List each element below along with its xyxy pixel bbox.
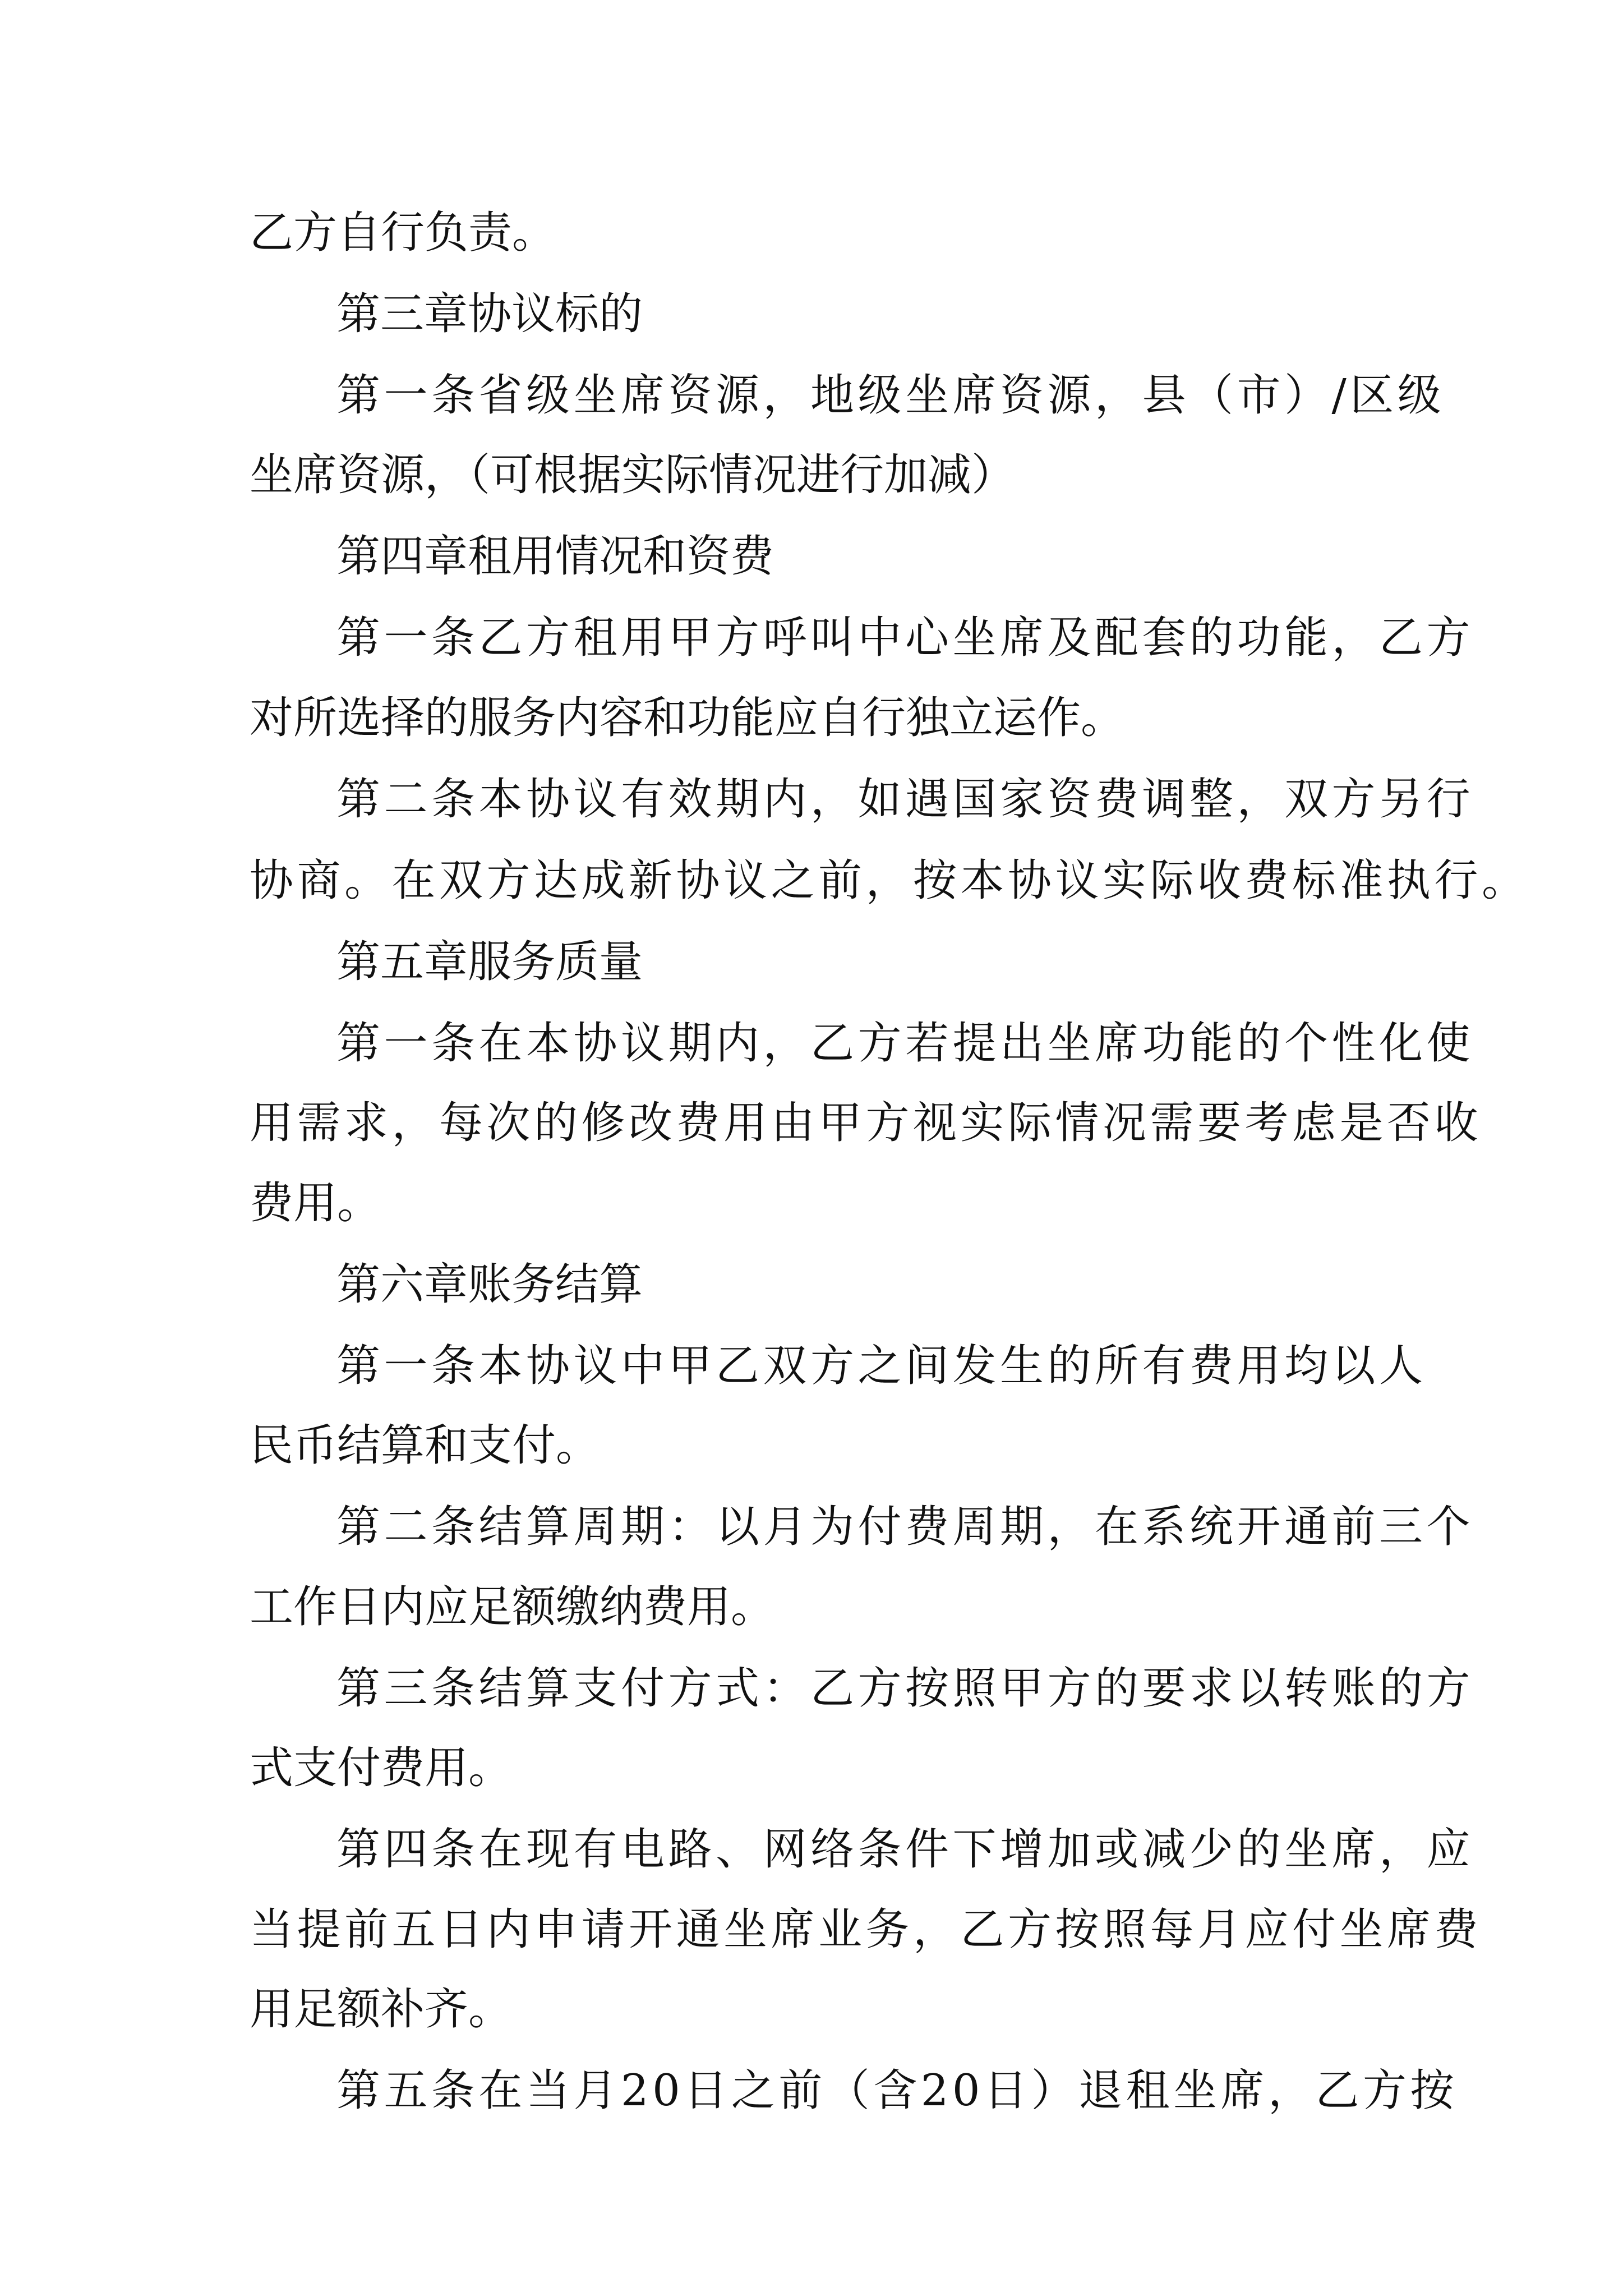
chapter-heading: 第五章服务质量 [336,937,643,987]
text-line: 式支付费用。 [250,1743,513,1793]
chapter-heading: 第四章租用情况和资费 [336,531,774,582]
text-line: 第一条在本协议期内，乙方若提出坐席功能的个性化使 [336,1018,1474,1069]
text-line: 费用。 [250,1178,381,1228]
text-line: 用足额补齐。 [250,1984,513,2035]
text-line: 工作日内应足额缴纳费用。 [250,1582,775,1632]
text-line: 协商。在双方达成新协议之前，按本协议实际收费标准执行。 [250,855,1529,906]
text-line: 坐席资源，（可根据实际情况进行加减） [250,450,1016,500]
text-line: 第三条结算支付方式：乙方按照甲方的要求以转账的方 [336,1663,1474,1714]
text-line: 第二条结算周期：以月为付费周期，在系统开通前三个 [336,1502,1474,1552]
text-line: 用需求，每次的修改费用由甲方视实际情况需要考虑是否收 [250,1098,1482,1148]
text-line: 民币结算和支付。 [250,1420,600,1471]
text-line: 第二条本协议有效期内，如遇国家资费调整，双方另行 [336,774,1474,825]
chapter-heading: 第六章账务结算 [336,1259,643,1310]
text-line: 第一条乙方租用甲方呼叫中心坐席及配套的功能，乙方 [336,613,1474,663]
text-line: 当提前五日内申请开通坐席业务，乙方按照每月应付坐席费 [250,1904,1482,1955]
text-line: 第一条本协议中甲乙双方之间发生的所有费用均以人 [336,1341,1427,1391]
text-line: 乙方自行负责。 [250,208,556,258]
chapter-heading: 第三章协议标的 [336,289,643,339]
text-line: 第一条省级坐席资源，地级坐席资源，县（市）/区级 [336,370,1445,421]
text-line: 第五条在当月20日之前（含20日）退租坐席，乙方按 [336,2065,1458,2116]
text-line: 第四条在现有电路、网络条件下增加或减少的坐席，应 [336,1824,1474,1875]
text-line: 对所选择的服务内容和功能应自行独立运作。 [250,693,1125,743]
